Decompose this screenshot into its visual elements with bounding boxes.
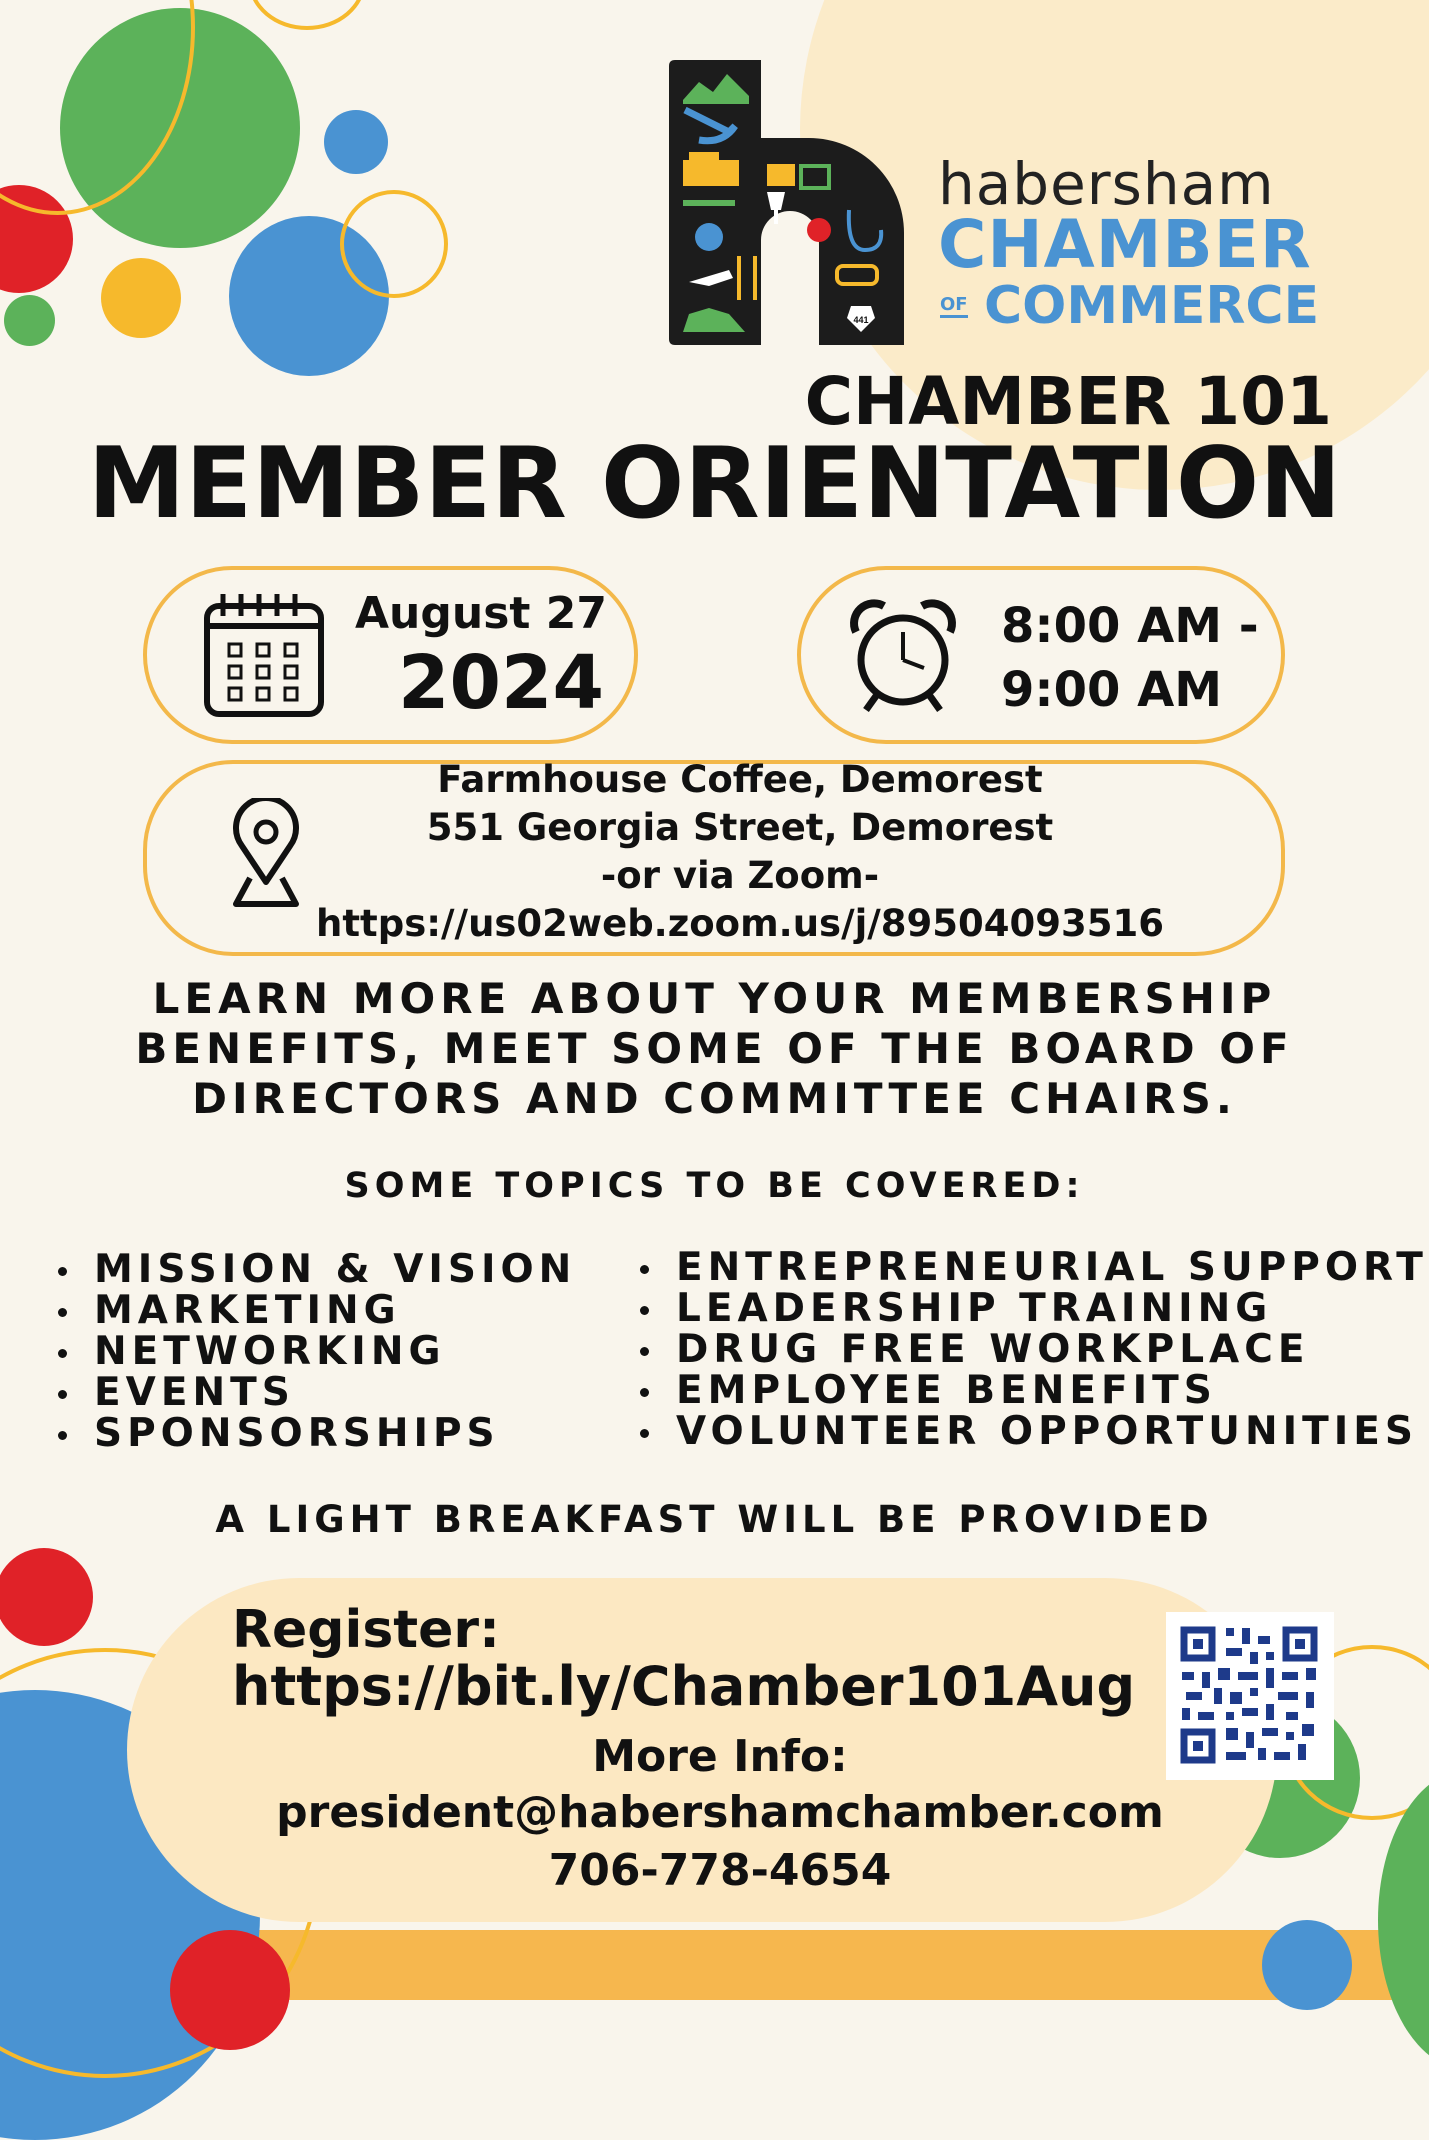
location-venue: Farmhouse Coffee, Demorest: [437, 758, 1043, 801]
alarm-clock-icon: [848, 598, 958, 714]
list-item: MISSION & VISION: [50, 1249, 576, 1290]
event-time-end: 9:00 AM: [1001, 662, 1223, 718]
decor-circle-green-small: [4, 295, 55, 346]
register-link[interactable]: https://bit.ly/Chamber101Aug: [232, 1655, 1136, 1718]
decor-circle-red-bottom: [0, 1548, 93, 1646]
decor-circle-blue-bottom-right: [1262, 1920, 1352, 2010]
topics-heading: SOME TOPICS TO BE COVERED:: [344, 1166, 1085, 1206]
event-time-start: 8:00 AM -: [1001, 598, 1259, 654]
logo-name-line3: COMMERCE: [984, 276, 1320, 336]
breakfast-note: A LIGHT BREAKFAST WILL BE PROVIDED: [215, 1498, 1214, 1541]
list-item: NETWORKING: [50, 1331, 576, 1372]
list-item: SPONSORSHIPS: [50, 1413, 576, 1454]
topics-list-right: [632, 1247, 1428, 1452]
calendar-icon: [203, 590, 325, 720]
list-item: EVENTS: [50, 1372, 576, 1413]
logo-name-of: OF: [940, 294, 968, 318]
zoom-link[interactable]: https://us02web.zoom.us/j/89504093516: [316, 902, 1164, 945]
page-title: MEMBER ORIENTATION: [87, 427, 1342, 541]
qr-code[interactable]: [1166, 1612, 1334, 1780]
event-date-day: August 27: [355, 588, 607, 639]
logo-h-mark: [669, 60, 909, 345]
decor-circle-red-bottom-2: [170, 1930, 290, 2050]
intro-line-2: BENEFITS, MEET SOME OF THE BOARD OF: [135, 1024, 1294, 1073]
contact-email[interactable]: president@habershamchamber.com: [276, 1787, 1164, 1838]
location-zoom-label: -or via Zoom-: [600, 854, 880, 897]
list-item: EMPLOYEE BENEFITS: [632, 1370, 1428, 1411]
list-item: LEADERSHIP TRAINING: [632, 1288, 1428, 1329]
decor-ring-mid: [340, 190, 448, 298]
qr-code-icon: [1166, 1612, 1334, 1780]
more-info-label: More Info:: [592, 1731, 848, 1782]
logo-name-line2: CHAMBER: [938, 206, 1312, 283]
list-item: VOLUNTEER OPPORTUNITIES: [632, 1411, 1428, 1452]
decor-circle-blue-small: [324, 110, 388, 174]
list-item: ENTREPRENEURIAL SUPPORT: [632, 1247, 1428, 1288]
topics-list-left: [50, 1249, 576, 1454]
intro-line-1: LEARN MORE ABOUT YOUR MEMBERSHIP: [152, 974, 1277, 1023]
intro-line-3: DIRECTORS AND COMMITTEE CHAIRS.: [192, 1074, 1237, 1123]
event-date-year: 2024: [398, 640, 604, 726]
register-label: Register:: [232, 1600, 500, 1660]
heading-kicker: CHAMBER 101: [804, 363, 1332, 440]
contact-phone[interactable]: 706-778-4654: [548, 1845, 892, 1896]
location-address: 551 Georgia Street, Demorest: [426, 806, 1054, 849]
decor-ring-top: [248, 0, 366, 30]
list-item: MARKETING: [50, 1290, 576, 1331]
list-item: DRUG FREE WORKPLACE: [632, 1329, 1428, 1370]
logo-badge-text: 441: [853, 315, 869, 325]
logo: [669, 60, 909, 345]
decor-circle-yellow: [101, 258, 181, 338]
logo-name-line1: habersham: [938, 150, 1275, 218]
